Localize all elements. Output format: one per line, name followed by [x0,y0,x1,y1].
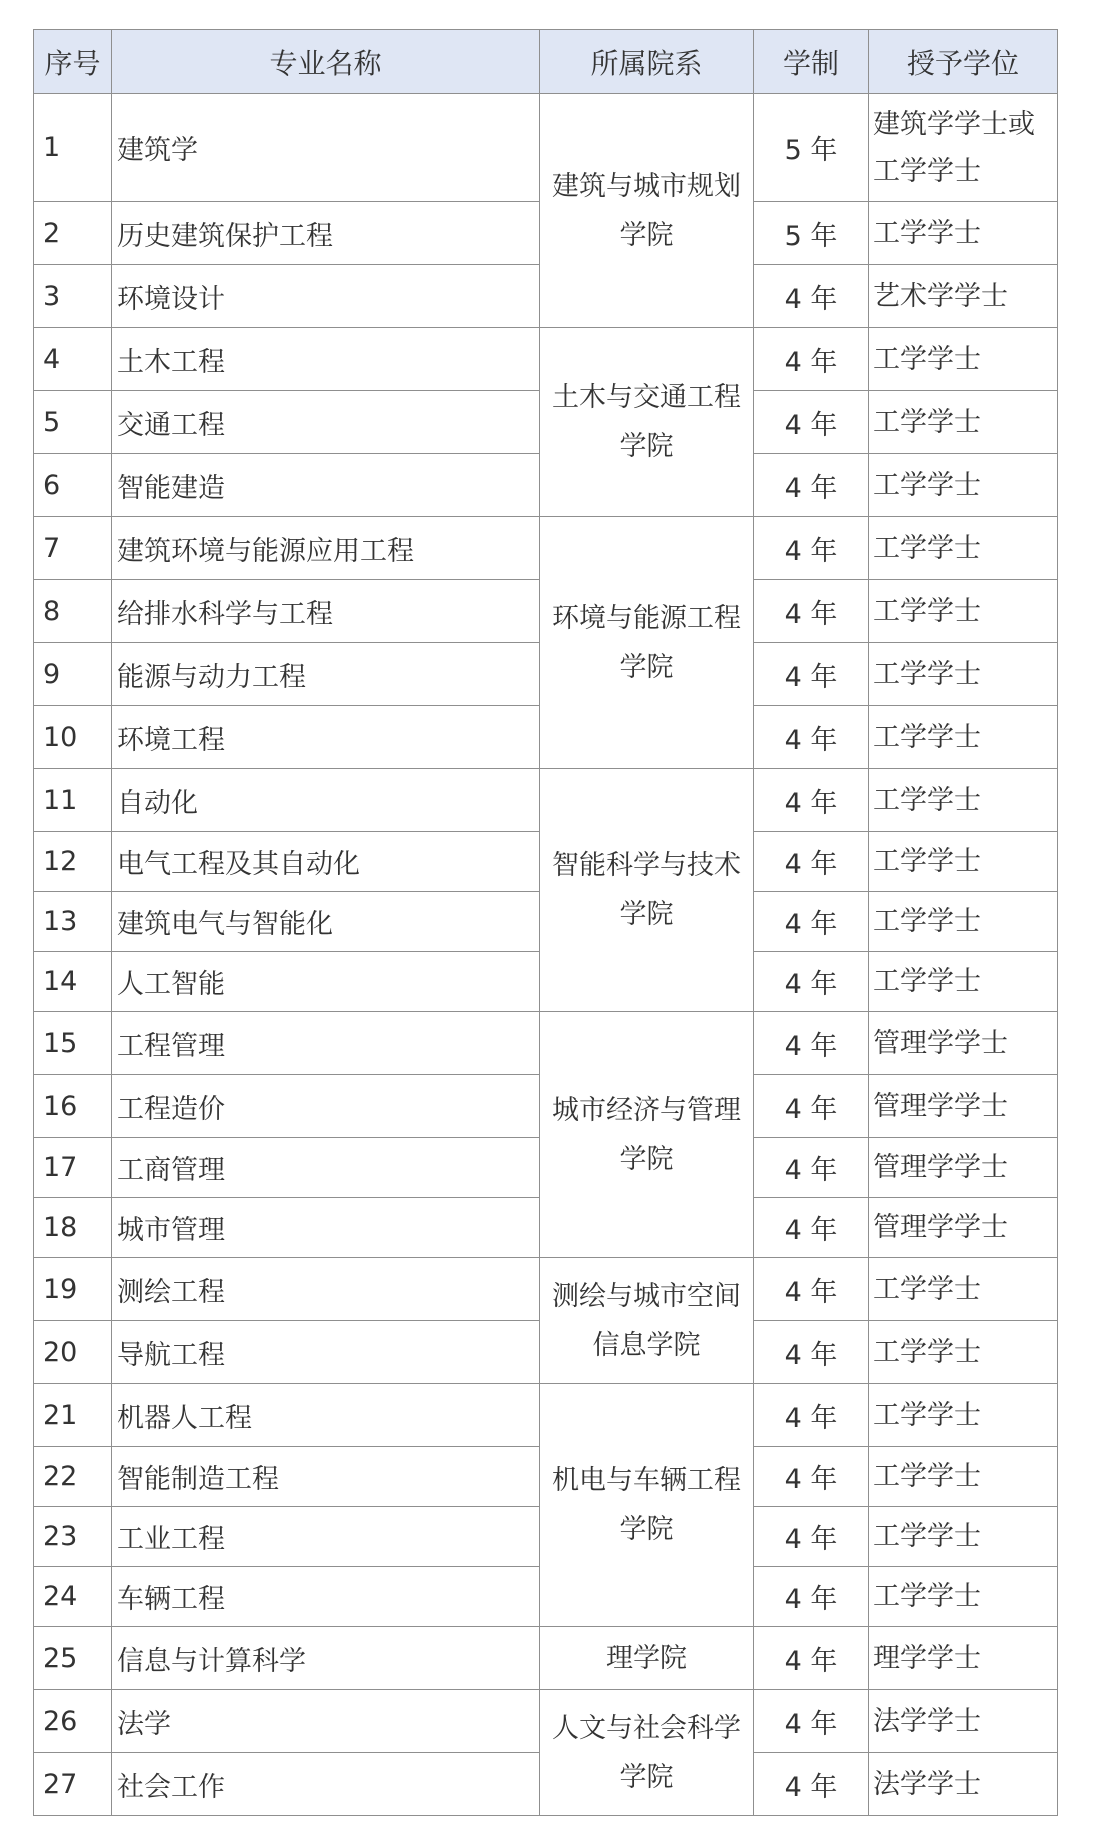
degree: 管理学学士 [869,1138,1058,1198]
row-number: 4 [34,328,112,391]
row-number: 14 [34,952,112,1012]
major-name: 智能制造工程 [112,1447,540,1507]
header-major-name: 专业名称 [112,30,540,94]
department-name: 测绘与城市空间信息学院 [552,1280,741,1361]
duration: 4 年 [754,328,869,391]
row-number: 18 [34,1198,112,1258]
table-row [34,1258,1058,1321]
major-name: 法学 [112,1690,540,1753]
header-no: 序号 [34,30,112,94]
degree: 工学学士 [869,1447,1058,1507]
degree: 艺术学学士 [869,265,1058,328]
duration: 4 年 [754,1627,869,1690]
table-body [34,94,1058,1816]
duration: 4 年 [754,643,869,706]
duration: 4 年 [754,1690,869,1753]
department-name: 理学院 [606,1642,687,1674]
major-name: 智能建造 [112,454,540,517]
degree: 工学学士 [869,202,1058,265]
row-number: 25 [34,1627,112,1690]
department-name: 建筑与城市规划学院 [552,170,741,251]
table-header [34,30,1058,94]
degree: 工学学士 [869,832,1058,892]
duration: 4 年 [754,1012,869,1075]
major-name: 测绘工程 [112,1258,540,1321]
major-name: 历史建筑保护工程 [112,202,540,265]
degree: 工学学士 [869,1567,1058,1627]
major-name: 导航工程 [112,1321,540,1384]
header-duration: 学制 [754,30,869,94]
duration: 4 年 [754,1384,869,1447]
major-name: 人工智能 [112,952,540,1012]
header-row [34,30,1058,94]
degree: 法学学士 [869,1690,1058,1753]
degree: 工学学士 [869,1507,1058,1567]
major-name: 建筑电气与智能化 [112,892,540,952]
row-number: 10 [34,706,112,769]
duration: 4 年 [754,1507,869,1567]
header-degree: 授予学位 [869,30,1058,94]
row-number: 16 [34,1075,112,1138]
degree: 工学学士 [869,892,1058,952]
department-name: 土木与交通工程学院 [552,382,741,462]
table-row [34,328,1058,391]
duration: 4 年 [754,1075,869,1138]
row-number: 3 [34,265,112,328]
duration: 4 年 [754,454,869,517]
department-cell [540,1258,754,1384]
row-number: 26 [34,1690,112,1753]
table-row [34,94,1058,202]
duration: 4 年 [754,1567,869,1627]
row-number: 17 [34,1138,112,1198]
degree: 工学学士 [869,1384,1058,1447]
row-number: 1 [34,94,112,202]
duration: 4 年 [754,1138,869,1198]
major-name: 机器人工程 [112,1384,540,1447]
row-number: 20 [34,1321,112,1384]
degree: 工学学士 [869,517,1058,580]
degree: 建筑学学士或工学学士 [869,94,1058,202]
degree: 工学学士 [869,643,1058,706]
row-number: 24 [34,1567,112,1627]
table-row [34,769,1058,832]
department-cell [540,1627,754,1690]
major-name: 建筑环境与能源应用工程 [112,517,540,580]
degree: 工学学士 [869,580,1058,643]
department-name: 环境与能源工程学院 [552,602,741,683]
row-number: 7 [34,517,112,580]
row-number: 6 [34,454,112,517]
department-cell [540,517,754,769]
major-name: 工商管理 [112,1138,540,1198]
major-name: 自动化 [112,769,540,832]
row-number: 5 [34,391,112,454]
duration: 4 年 [754,769,869,832]
major-name: 工业工程 [112,1507,540,1567]
row-number: 15 [34,1012,112,1075]
duration: 4 年 [754,706,869,769]
duration: 4 年 [754,1321,869,1384]
degree: 工学学士 [869,952,1058,1012]
duration: 4 年 [754,580,869,643]
row-number: 11 [34,769,112,832]
major-name: 城市管理 [112,1198,540,1258]
duration: 4 年 [754,1258,869,1321]
department-name: 机电与车辆工程学院 [552,1465,741,1545]
degree: 法学学士 [869,1753,1058,1816]
header-department: 所属院系 [540,30,754,94]
duration: 5 年 [754,94,869,202]
degree: 管理学学士 [869,1075,1058,1138]
department-cell [540,328,754,517]
row-number: 9 [34,643,112,706]
major-name: 建筑学 [112,94,540,202]
major-name: 环境工程 [112,706,540,769]
row-number: 12 [34,832,112,892]
duration: 4 年 [754,1447,869,1507]
degree: 管理学学士 [869,1012,1058,1075]
degree: 工学学士 [869,769,1058,832]
major-name: 土木工程 [112,328,540,391]
major-name: 社会工作 [112,1753,540,1816]
row-number: 8 [34,580,112,643]
major-name: 给排水科学与工程 [112,580,540,643]
row-number: 21 [34,1384,112,1447]
degree: 工学学士 [869,706,1058,769]
major-name: 电气工程及其自动化 [112,832,540,892]
degree: 工学学士 [869,1258,1058,1321]
department-cell [540,1012,754,1258]
duration: 4 年 [754,517,869,580]
row-number: 13 [34,892,112,952]
department-cell [540,1384,754,1627]
row-number: 2 [34,202,112,265]
duration: 4 年 [754,391,869,454]
major-name: 交通工程 [112,391,540,454]
duration: 4 年 [754,1198,869,1258]
degree: 工学学士 [869,454,1058,517]
duration: 4 年 [754,952,869,1012]
duration: 4 年 [754,1753,869,1816]
row-number: 23 [34,1507,112,1567]
majors-table [33,29,1058,1816]
major-name: 工程管理 [112,1012,540,1075]
duration: 4 年 [754,892,869,952]
department-name: 智能科学与技术学院 [552,850,741,930]
degree: 工学学士 [869,391,1058,454]
table-row [34,1627,1058,1690]
table-row [34,1384,1058,1447]
department-name: 人文与社会科学学院 [552,1712,741,1793]
table-row [34,1690,1058,1753]
row-number: 19 [34,1258,112,1321]
major-name: 工程造价 [112,1075,540,1138]
major-name: 能源与动力工程 [112,643,540,706]
duration: 4 年 [754,265,869,328]
department-name: 城市经济与管理学院 [552,1094,741,1175]
department-cell [540,769,754,1012]
major-name: 环境设计 [112,265,540,328]
table-row [34,517,1058,580]
degree: 工学学士 [869,1321,1058,1384]
degree: 工学学士 [869,328,1058,391]
row-number: 22 [34,1447,112,1507]
degree: 管理学学士 [869,1198,1058,1258]
department-cell [540,1690,754,1816]
major-name: 信息与计算科学 [112,1627,540,1690]
duration: 4 年 [754,832,869,892]
degree: 理学学士 [869,1627,1058,1690]
duration: 5 年 [754,202,869,265]
row-number: 27 [34,1753,112,1816]
major-name: 车辆工程 [112,1567,540,1627]
table-row [34,1012,1058,1075]
department-cell [540,94,754,328]
